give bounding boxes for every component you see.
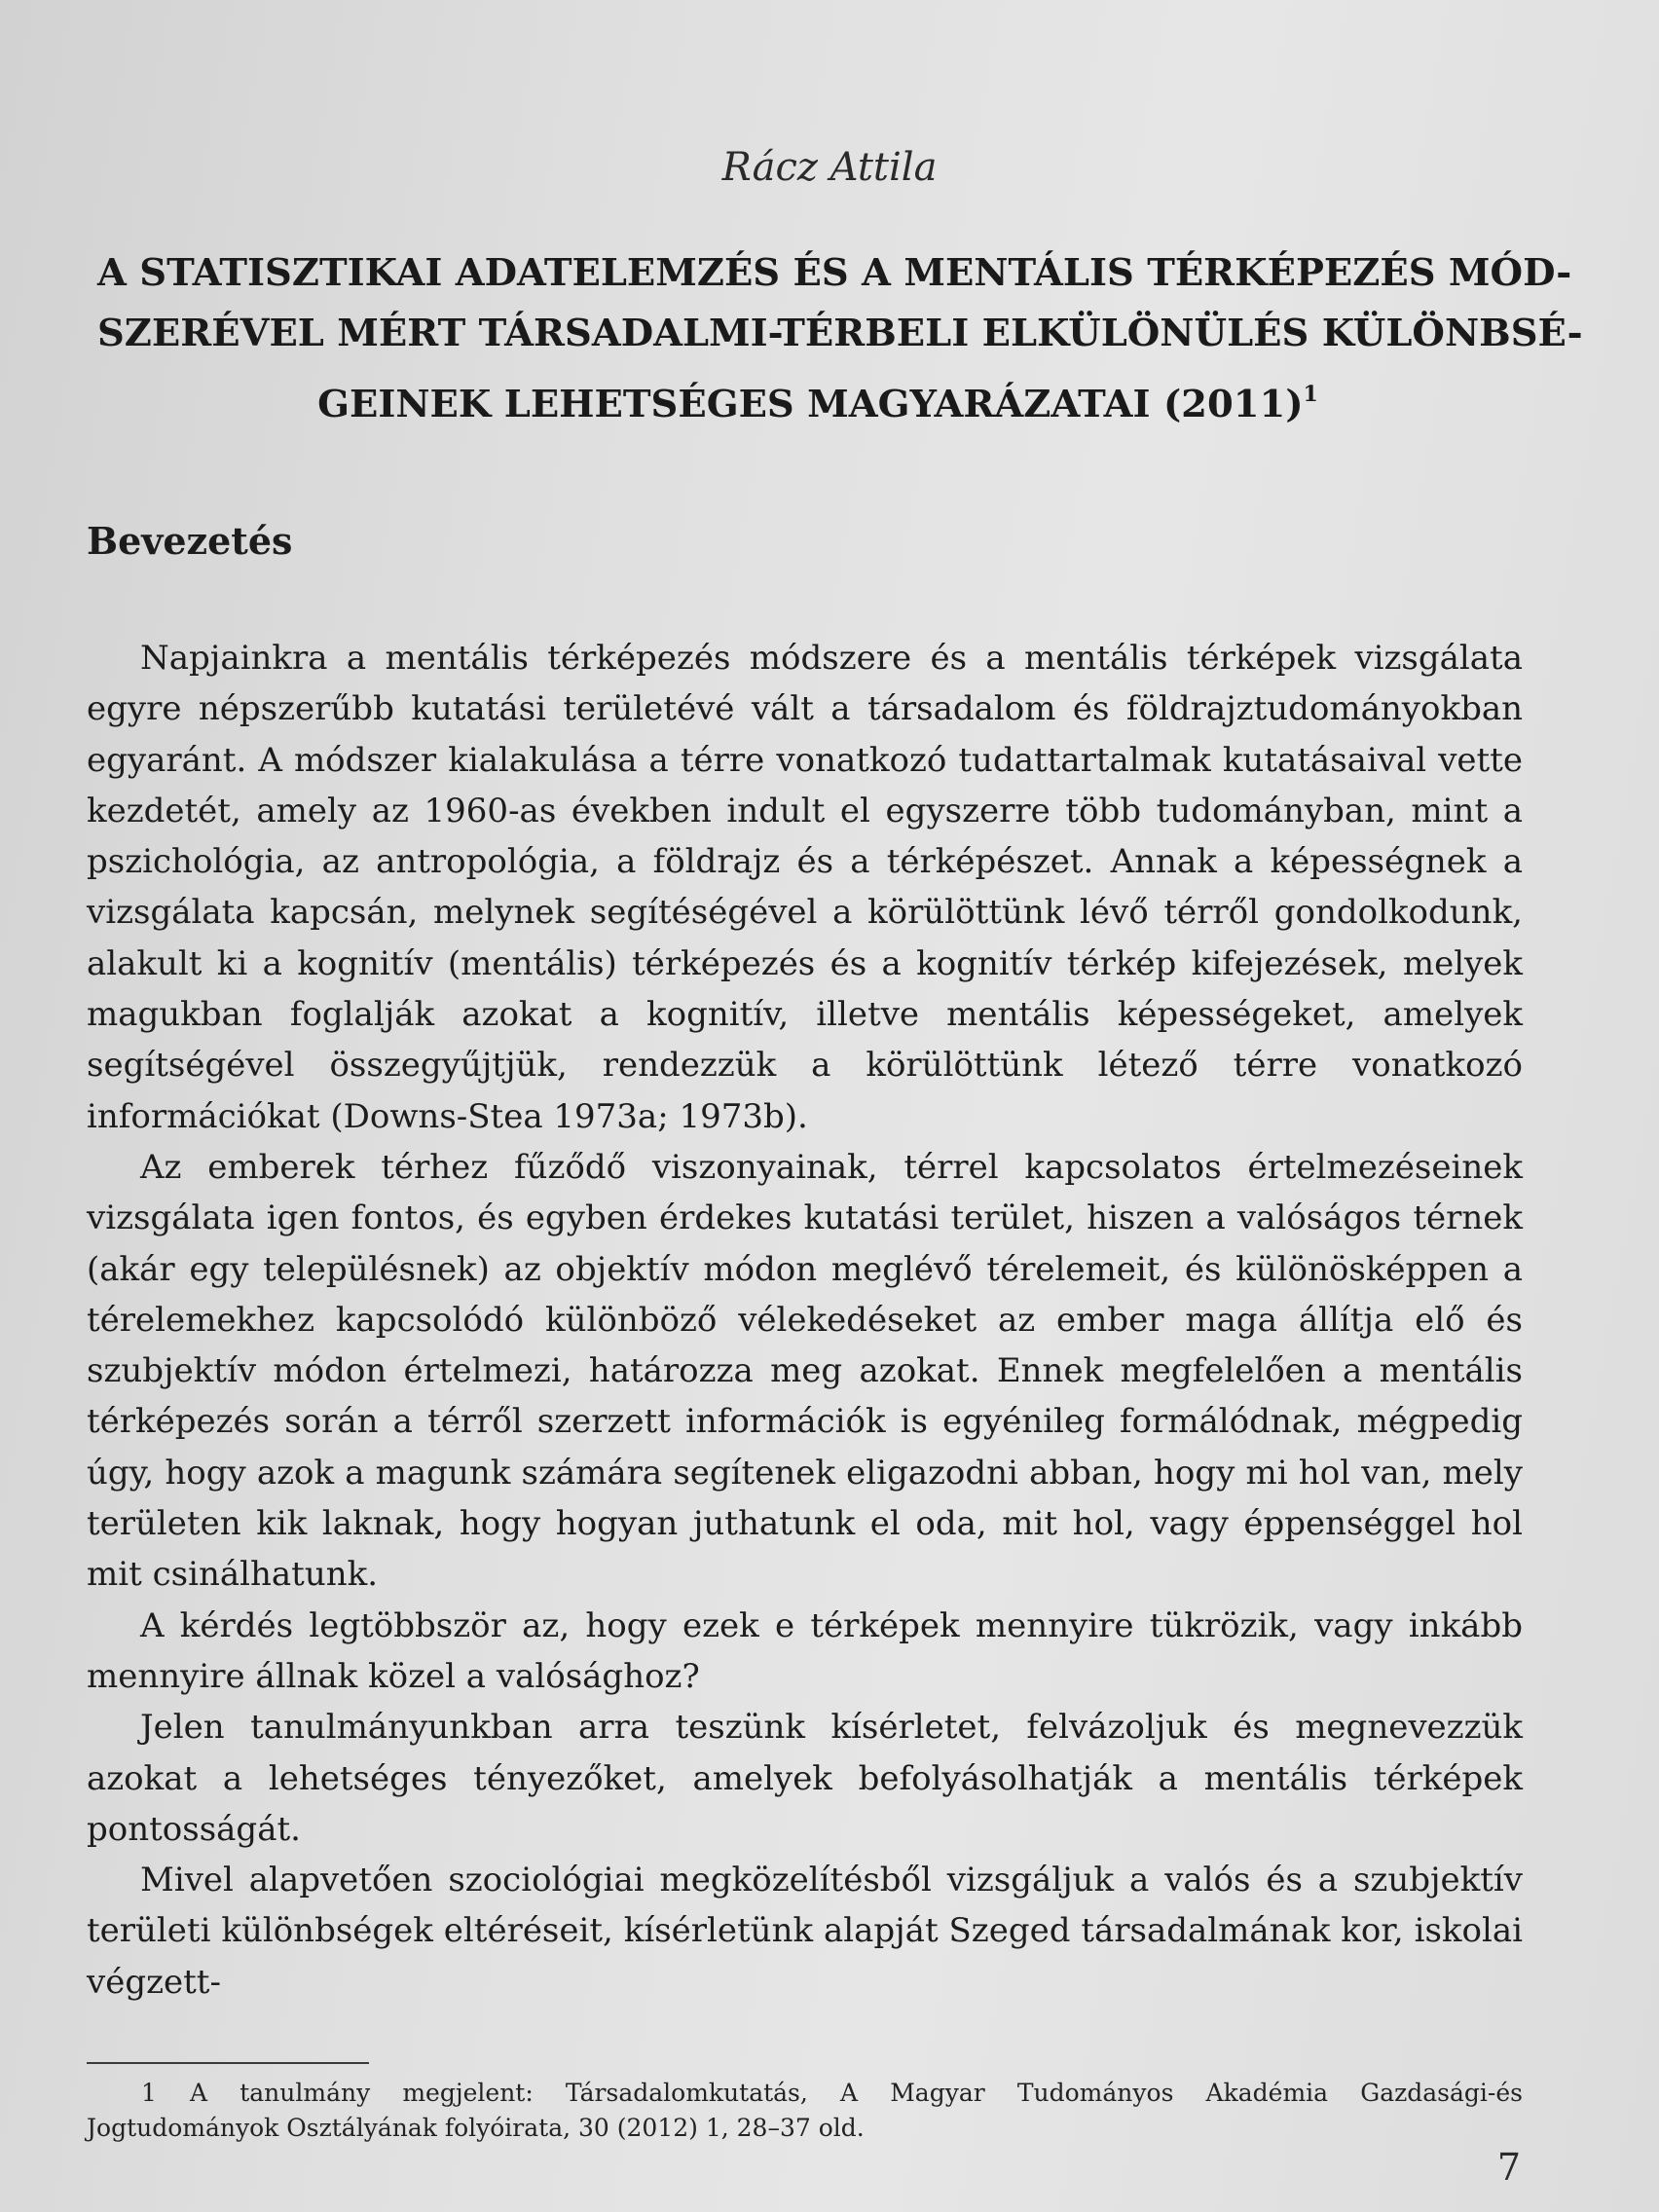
- footnote-divider: [87, 2062, 369, 2064]
- paragraph: Napjainkra a mentális térképezés módszere és a mentális térképek vizsgálata egyre népszerűbb kutatási területévé vált a társadalom és földrajztudományokban egyaránt. A módszer kialakulása a térre vonatkozó tudattartalmak kutatásaival vette kezdetét, amely az 1960-as években indult el egyszerre több tudományban, mint a pszichológia, az antropológia, a földrajz és a térképészet. Annak a képességnek a vizsgálata kapcsán, melynek segítéségével a körülöttünk lévő térről gondolkodunk, alakult ki a kognitív (mentális) térképezés és a kognitív térkép kifejezések, melyek magukban foglalják azokat a kognitív, illetve mentális képességeket, amelyek segítségével összegyűjtjük, rendezzük a körülöttünk létező térre vonatkozó információkat (Downs-Stea 1973a; 1973b).: [87, 639, 1523, 1136]
- author-name: Rácz Attila: [721, 145, 938, 190]
- title-footnote-ref: 1: [1303, 382, 1318, 407]
- body-text: [87, 633, 1523, 2008]
- article-title: [97, 243, 1583, 435]
- footnote-text: A tanulmány megjelent: Társadalomkutatás, A Magyar Tudományos Akadémia Gazdasági-és Jogtudományok Osztályának folyóirata, 30 (2012) 1, 28–37 old.: [87, 2079, 1523, 2142]
- paragraph: Mivel alapvetően szociológiai megközelítésből vizsgáljuk a valós és a szubjektív területi különbségek eltéréseit, kísérletünk alapját Szeged társadalmának kor, iskolai végzett-: [87, 1861, 1523, 2002]
- title-line-1: A STATISZTIKAI ADATELEMZÉS ÉS A MENTÁLIS TÉRKÉPEZÉS MÓD-: [97, 251, 1572, 295]
- title-line-3-text: GEINEK LEHETSÉGES MAGYARÁZATAI (2011): [317, 383, 1304, 426]
- footnote: [87, 2076, 1523, 2146]
- paragraph: Az emberek térhez fűződő viszonyainak, térrel kapcsolatos értelmezéseinek vizsgálata igen fontos, és egyben érdekes kutatási terület, hiszen a valóságos térnek (akár egy településnek) az objektív módon meglévő térelemeit, és különösképpen a térelemekhez kapcsolódó különböző vélekedéseket az ember maga állítja elő és szubjektív módon értelmezi, határozza meg azokat. Ennek megfelelően a mentális térképezés során a térről szerzett információk is egyénileg formálódnak, mégpedig úgy, hogy azok a magunk számára segítenek eligazodni abban, hogy mi hol van, mely területen kik laknak, hogy hogyan juthatunk el oda, mit hol, vagy éppenséggel hol mit csinálhatunk.: [87, 1147, 1523, 1595]
- paragraph: A kérdés legtöbbször az, hogy ezek e térképek mennyire tükrözik, vagy inkább mennyire állnak közel a valósághoz?: [87, 1605, 1523, 1696]
- paragraph: Jelen tanulmányunkban arra teszünk kísérletet, felvázoljuk és megnevezzük azokat a lehetséges tényezőket, amelyek befolyásolhatják a mentális térképek pontosságát.: [87, 1708, 1523, 1849]
- section-heading: Bevezetés: [87, 519, 293, 563]
- title-line-2: SZERÉVEL MÉRT TÁRSADALMI-TÉRBELI ELKÜLÖNÜLÉS KÜLÖNBSÉ-: [97, 312, 1583, 355]
- footnote-number: 1: [141, 2079, 157, 2107]
- page-number: 7: [1496, 2146, 1521, 2189]
- title-line-3: [97, 364, 1538, 435]
